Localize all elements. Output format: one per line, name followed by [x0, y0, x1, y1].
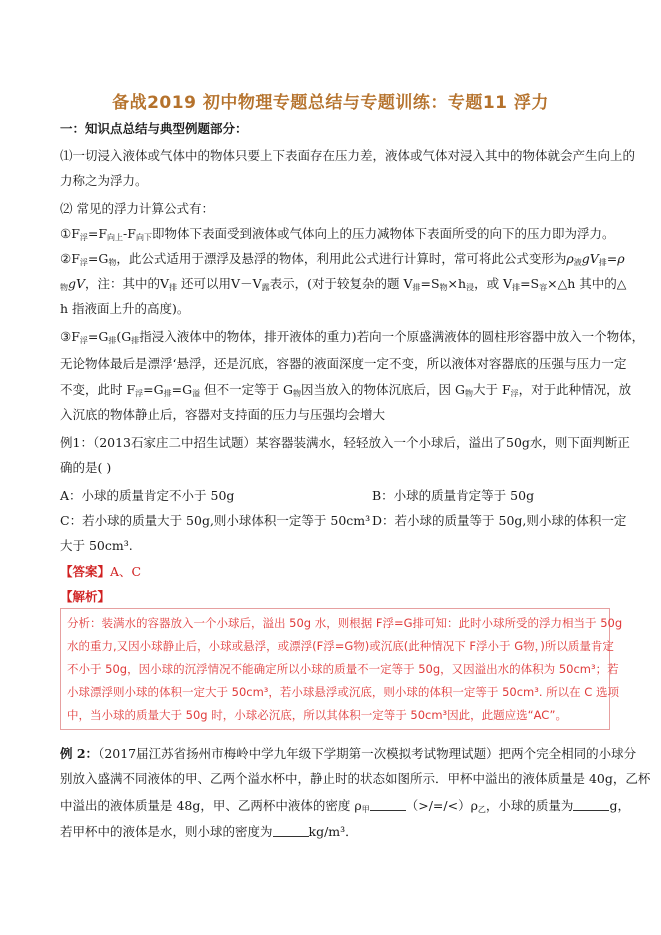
answer-value: A、C — [110, 564, 142, 579]
example-2-line-3: 中溢出的液体质量是 48g，甲、乙两杯中液体的密度 $\rho_甲$ $(>/=/<)\rho_乙$，小球的质量为 g， — [60, 798, 630, 814]
example-2-tag: 例 2： — [60, 746, 99, 761]
answer-tag: 【答案】 — [60, 564, 111, 579]
example-2-line-1: 例 2：（2017届江苏省扬州市梅岭中学九年级下学期第一次模拟考试物理试题）把两个完全相同的小球分 — [60, 746, 637, 761]
analysis-line-1: 分析：装满水的容器放入一个小球后，溢出 50g 水，则根据 F浮=G排可知：此时小球所受的浮力相当于 50g — [67, 616, 623, 630]
formula-1: $①F_浮=F_{向上}-F_{向下}$即物体下表面受到液体或气体向上的压力减物体下表面所受的向下的压力即为浮力。 — [60, 226, 615, 242]
formula-3-line-3: 不变，此时 $F_浮=G_排=G_溢$ 但不一定等于 $G_物$因当放入的物体沉底后，因 $G_物$大于 $F_浮$，对于此种情况，放 — [60, 382, 632, 398]
formula-2-line-1: $②F_浮=G_物$，此公式适用于漂浮及悬浮的物体，利用此公式进行计算时，常可将此公式变形为$\rho_液gV_排=\rho$ — [60, 251, 625, 267]
analysis-heading: 【解析】 — [60, 589, 111, 604]
option-c: C：若小球的质量大于 50g,则小球体积一定等于 50cm³ — [60, 513, 371, 528]
analysis-line-5: 中，当小球的质量大于 50g 时，小球必沉底，所以其体积一定等于 50cm³因此，此题应选“AC”。 — [67, 708, 567, 722]
formula-3-line-2: 无论物体最后是漂浮‘悬浮，还是沉底，容器的液面深度一定不变，所以液体对容器底的压强与压力一定 — [60, 356, 627, 371]
page-title: 备战2019 初中物理专题总结与专题训练：专题11 浮力 — [112, 93, 549, 113]
paragraph-1-line-2: 力称之为浮力。 — [60, 173, 148, 188]
ball-density-blank[interactable] — [273, 826, 309, 837]
analysis-line-3: 不小于 50g，因小球的沉浮情况不能确定所以小球的质量不一定等于 50g，又因溢出水的体积为 50cm³；若 — [67, 662, 619, 676]
paragraph-1-line-1: ⑴一切浸入液体或气体中的物体只要上下表面存在压力差，液体或气体对浸入其中的物体就会产生向上的 — [60, 148, 636, 163]
option-d: D：若小球的质量等于 50g,则小球的体积一定 — [372, 513, 627, 528]
analysis-line-2: 水的重力,又因小球静止后，小球或悬浮，或漂浮(F浮=G物)或沉底(此种情况下 F浮小于 G物，)所以质量肯定 — [67, 639, 614, 653]
option-b: B：小球的质量肯定等于 50g — [372, 488, 535, 503]
example-2-line-4: 若甲杯中的液体是水，则小球的密度为 kg/m³． — [60, 824, 358, 839]
density-comparison-blank[interactable] — [370, 800, 406, 811]
formula-2-line-3: h 指液面上升的高度)。 — [60, 301, 190, 316]
example-2-line-2: 别放入盛满不同液体的甲、乙两个溢水杯中，静止时的状态如图所示．甲杯中溢出的液体质量是 40g，乙杯 — [60, 771, 651, 786]
formula-3-line-1: $③F_浮=G_排(G_排$指浸入液体中的物体，排开液体的重力)若向一个原盛满液体的圆柱形容器中放入一个物体， — [60, 329, 645, 345]
example-1-stem-line-2: 确的是( ) — [60, 460, 112, 475]
paragraph-2: ⑵ 常见的浮力计算公式有： — [60, 201, 214, 216]
ball-mass-blank[interactable] — [573, 800, 609, 811]
example-1-stem-line-1: 例1：（2013石家庄二中招生试题）某容器装满水，轻轻放入一个小球后，溢出了50g水，则下面判断正 — [60, 435, 630, 450]
analysis-line-4: 小球漂浮则小球的体积一定大于 50cm³，若小球悬浮或沉底，则小球的体积一定等于 50cm³. 所以在 C 选项 — [67, 685, 619, 699]
answer-line — [60, 562, 605, 580]
analysis-box — [60, 608, 623, 730]
formula-2-line-2: $_物$gV，注：其中的$V_排$ 还可以用$V-V_露$表示，(对于较复杂的题 $V_排=S_物\times h_浸$，或 $V_排=S_容\times\triangle h$ 其中的△ — [60, 276, 627, 292]
section-heading: 一：知识点总结与典型例题部分： — [60, 121, 248, 136]
option-d-continued: 大于 50cm³. — [60, 538, 133, 553]
formula-3-line-4: 入沉底的物体静止后，容器对支持面的压力与压强均会增大 — [60, 407, 386, 422]
option-a: A：小球的质量肯定不小于 50g — [60, 488, 235, 503]
